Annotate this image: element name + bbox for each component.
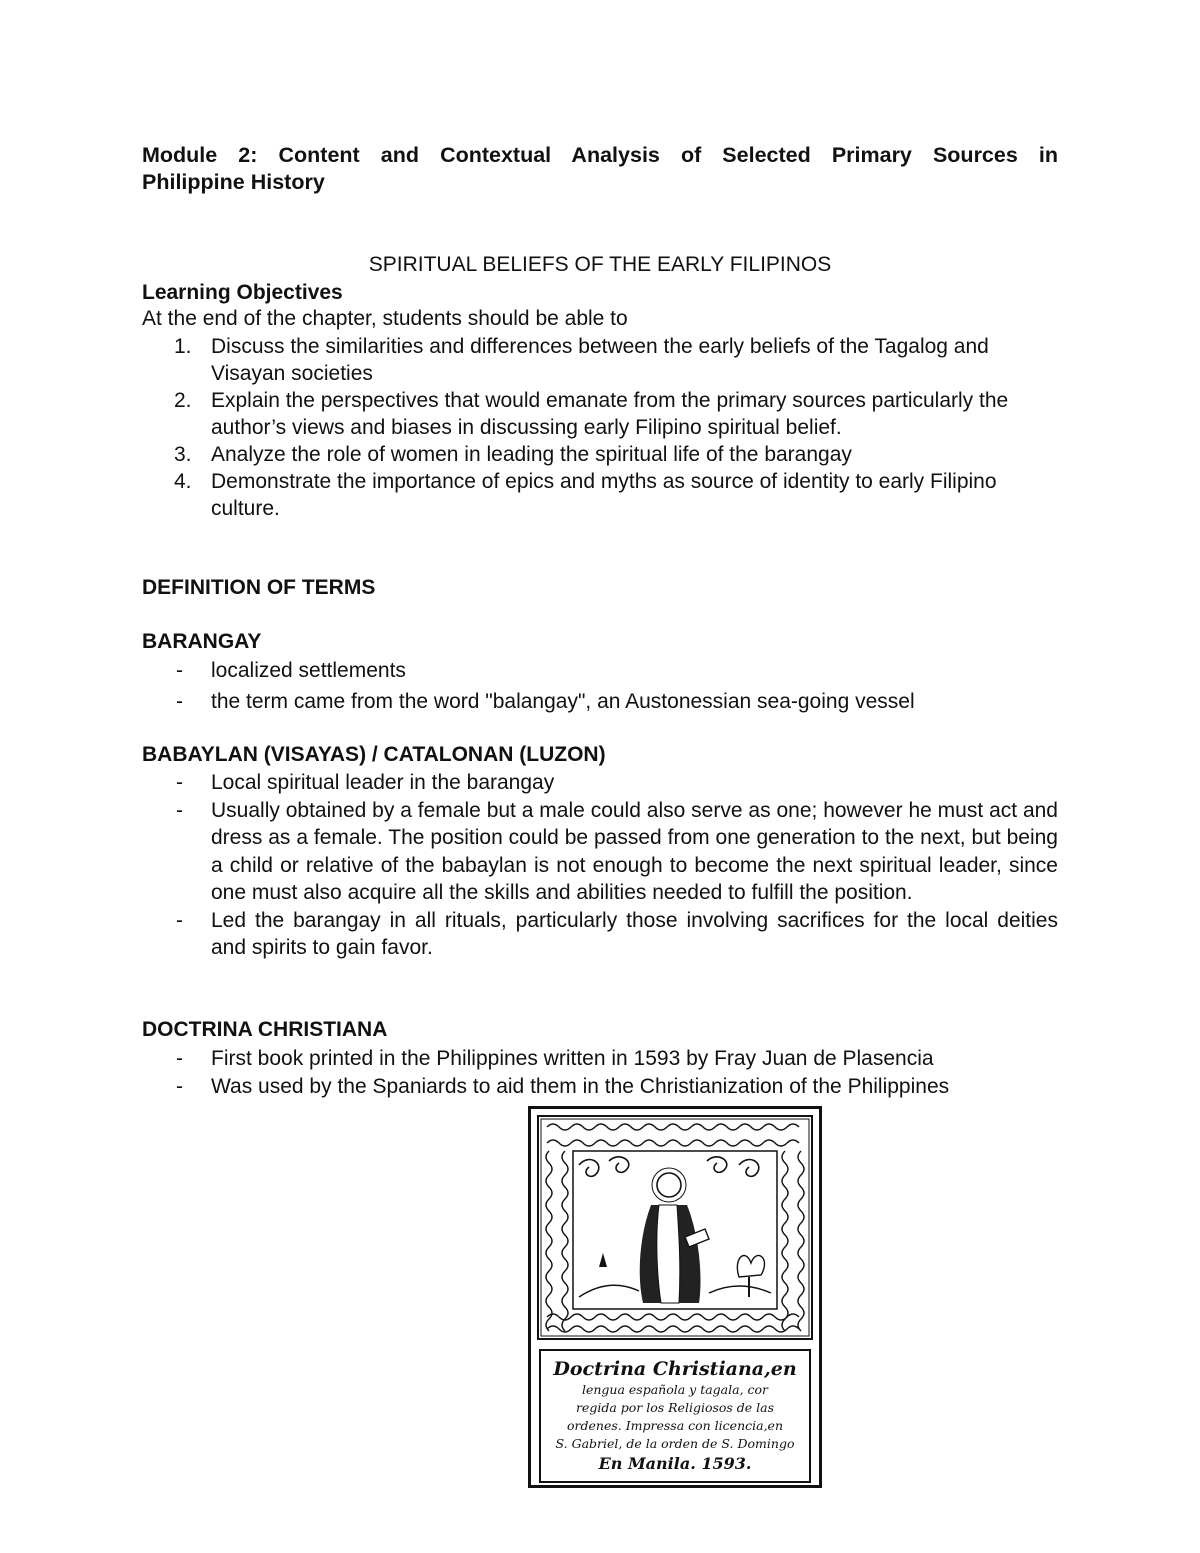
definition-text: the term came from the word "balangay", an Austonessian sea-going vessel (211, 689, 915, 713)
woodcut-illustration (539, 1117, 811, 1338)
dash-bullet: - (176, 1074, 183, 1098)
term-babaylan: BABAYLAN (VISAYAS) / CATALONAN (LUZON) (142, 743, 606, 766)
definition-text: Was used by the Spaniards to aid them in the Christianization of the Philippines (211, 1074, 950, 1098)
cover-caption-line: regida por los Religiosos de las (575, 1400, 775, 1415)
dash-bullet: - (176, 798, 183, 822)
cover-caption-title: Doctrina Christiana,en (553, 1358, 797, 1380)
learning-objectives-heading: Learning Objectives (142, 281, 343, 304)
definition-text: First book printed in the Philippines written in 1593 by Fray Juan de Plasencia (211, 1047, 934, 1070)
objective-number: 4. (174, 470, 192, 493)
definitions-heading: DEFINITION OF TERMS (142, 576, 376, 599)
doctrina-christiana-cover-image (528, 1106, 822, 1488)
woodcut-frame (537, 1115, 813, 1340)
definition-text: Local spiritual leader in the barangay (211, 771, 555, 794)
module-title-line-2: Philippine History (142, 170, 325, 194)
term-barangay: BARANGAY (142, 630, 262, 653)
definition-item (142, 1073, 1058, 1101)
cover-caption-line: S. Gabriel, de la orden de S. Domingo (555, 1436, 795, 1451)
objective-number: 1. (174, 335, 192, 358)
objective-number: 2. (174, 389, 192, 412)
module-title (142, 142, 1058, 196)
cover-caption-imprint: En Manila. 1593. (598, 1454, 752, 1473)
babaylan-list (142, 769, 1058, 962)
dash-bullet: - (176, 1047, 183, 1070)
doctrina-list (142, 1045, 1058, 1100)
definition-item (142, 1045, 1058, 1073)
cover-caption-line: lengua española y tagala, cor (581, 1382, 769, 1397)
definition-text: Led the barangay in all rituals, particularly those involving sacrifices for the local deities and spirits to gain favor. (211, 908, 1058, 959)
objective-text: Discuss the similarities and differences between the early beliefs of the Tagalog and Visayan societies (211, 335, 989, 385)
chapter-title: SPIRITUAL BELIEFS OF THE EARLY FILIPINOS (368, 253, 832, 276)
definition-item (142, 797, 1058, 907)
dash-bullet: - (176, 771, 183, 794)
module-title-line-1: Module 2: Content and Contextual Analysis of Selected Primary Sources in (142, 143, 1058, 167)
objective-item (142, 468, 1058, 522)
cover-caption (539, 1349, 811, 1483)
objective-item (142, 387, 1058, 441)
definition-item (142, 657, 1058, 685)
barangay-list (142, 657, 1058, 715)
dash-bullet: - (176, 908, 183, 932)
definition-text: localized settlements (211, 659, 406, 682)
objective-number: 3. (174, 443, 192, 466)
definition-item (142, 769, 1058, 797)
definition-text: Usually obtained by a female but a male could also serve as one; however he must act and dress as a female. The position could be passed from one generation to the next, but being a child or relative of the babaylan is not enough to become the next spiritual leader, since one must also acquire all the skills and abilities needed to fulfill the position. (211, 798, 1058, 904)
definition-item (142, 688, 1058, 716)
objective-text: Explain the perspectives that would emanate from the primary sources particularly the author’s views and biases in discussing early Filipino spiritual belief. (211, 389, 1009, 439)
objective-text: Demonstrate the importance of epics and myths as source of identity to early Filipino culture. (211, 470, 997, 520)
dash-bullet: - (176, 689, 183, 713)
objective-item (142, 333, 1058, 387)
definition-item (142, 907, 1058, 962)
cover-caption-line: ordenes. Impressa con licencia,en (567, 1418, 783, 1433)
learning-objectives-intro: At the end of the chapter, students should be able to (142, 307, 628, 330)
objectives-list (142, 333, 1058, 522)
term-doctrina: DOCTRINA CHRISTIANA (142, 1018, 388, 1041)
dash-bullet: - (176, 659, 183, 682)
objective-text: Analyze the role of women in leading the spiritual life of the barangay (211, 443, 852, 466)
objective-item (142, 441, 1058, 468)
